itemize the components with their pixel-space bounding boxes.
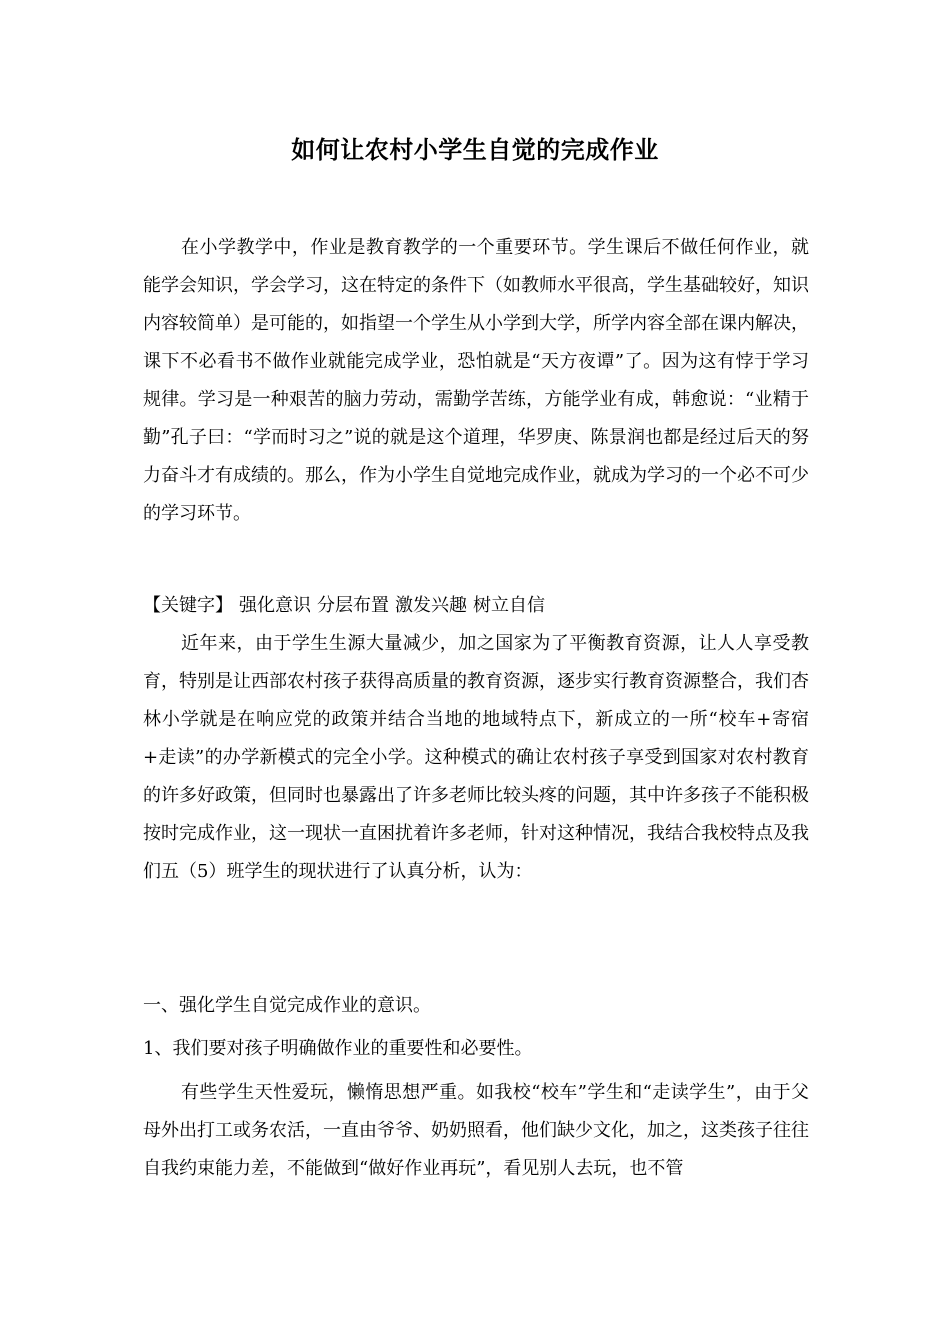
intro-paragraph: 在小学教学中，作业是教育教学的一个重要环节。学生课后不做任何作业，就能学会知识，学会学习，这在特定的条件下（如教师水平很高，学生基础较好，知识内容较简单）是可能的，如指望一个学生从小学到大学，所学内容全部在课内解决，课下不必看书不做作业就能完成学业，恐怕就是“天方夜谭”了。因为这有悖于学习规律。学习是一种艰苦的脑力劳动，需勤学苦练，方能学业有成，韩愈说：“业精于勤”孔子曰：“学而时习之”说的就是这个道理，华罗庚、陈景润也都是经过后天的努力奋斗才有成绩的。那么，作为小学生自觉地完成作业，就成为学习的一个必不可少的学习环节。 (143, 237, 809, 524)
keyword-item: 树立自信 (473, 595, 545, 616)
keyword-item: 激发兴趣 (395, 595, 467, 616)
body-paragraph: 有些学生天性爱玩，懒惰思想严重。如我校“校车”学生和“走读学生”，由于父母外出打工或务农活，一直由爷爷、奶奶照看，他们缺少文化，加之，这类孩子往往自我约束能力差，不能做到“做好作业再玩”，看见别人去玩，也不管 (143, 1082, 809, 1179)
subsection-heading: 1、我们要对孩子明确做作业的重要性和必要性。 (143, 1038, 533, 1059)
keyword-item: 强化意识 (239, 595, 311, 616)
document-title: 如何让农村小学生自觉的完成作业 (291, 135, 659, 164)
keywords-label: 【关键字】 (143, 595, 233, 616)
keywords-line (143, 587, 809, 625)
background-paragraph: 近年来，由于学生生源大量减少，加之国家为了平衡教育资源，让人人享受教育，特别是让西部农村孩子获得高质量的教育资源，逐步实行教育资源整合，我们杏林小学就是在响应党的政策并结合当地的地域特点下，新成立的一所“校车+寄宿+走读”的办学新模式的完全小学。这种模式的确让农村孩子享受到国家对农村教育的许多好政策，但同时也暴露出了许多老师比较头疼的问题，其中许多孩子不能积极按时完成作业，这一现状一直困扰着许多老师，针对这种情况，我结合我校特点及我们五（5）班学生的现状进行了认真分析，认为： (143, 633, 809, 882)
section-heading: 一、强化学生自觉完成作业的意识。 (143, 995, 431, 1016)
keyword-item: 分层布置 (317, 595, 389, 616)
